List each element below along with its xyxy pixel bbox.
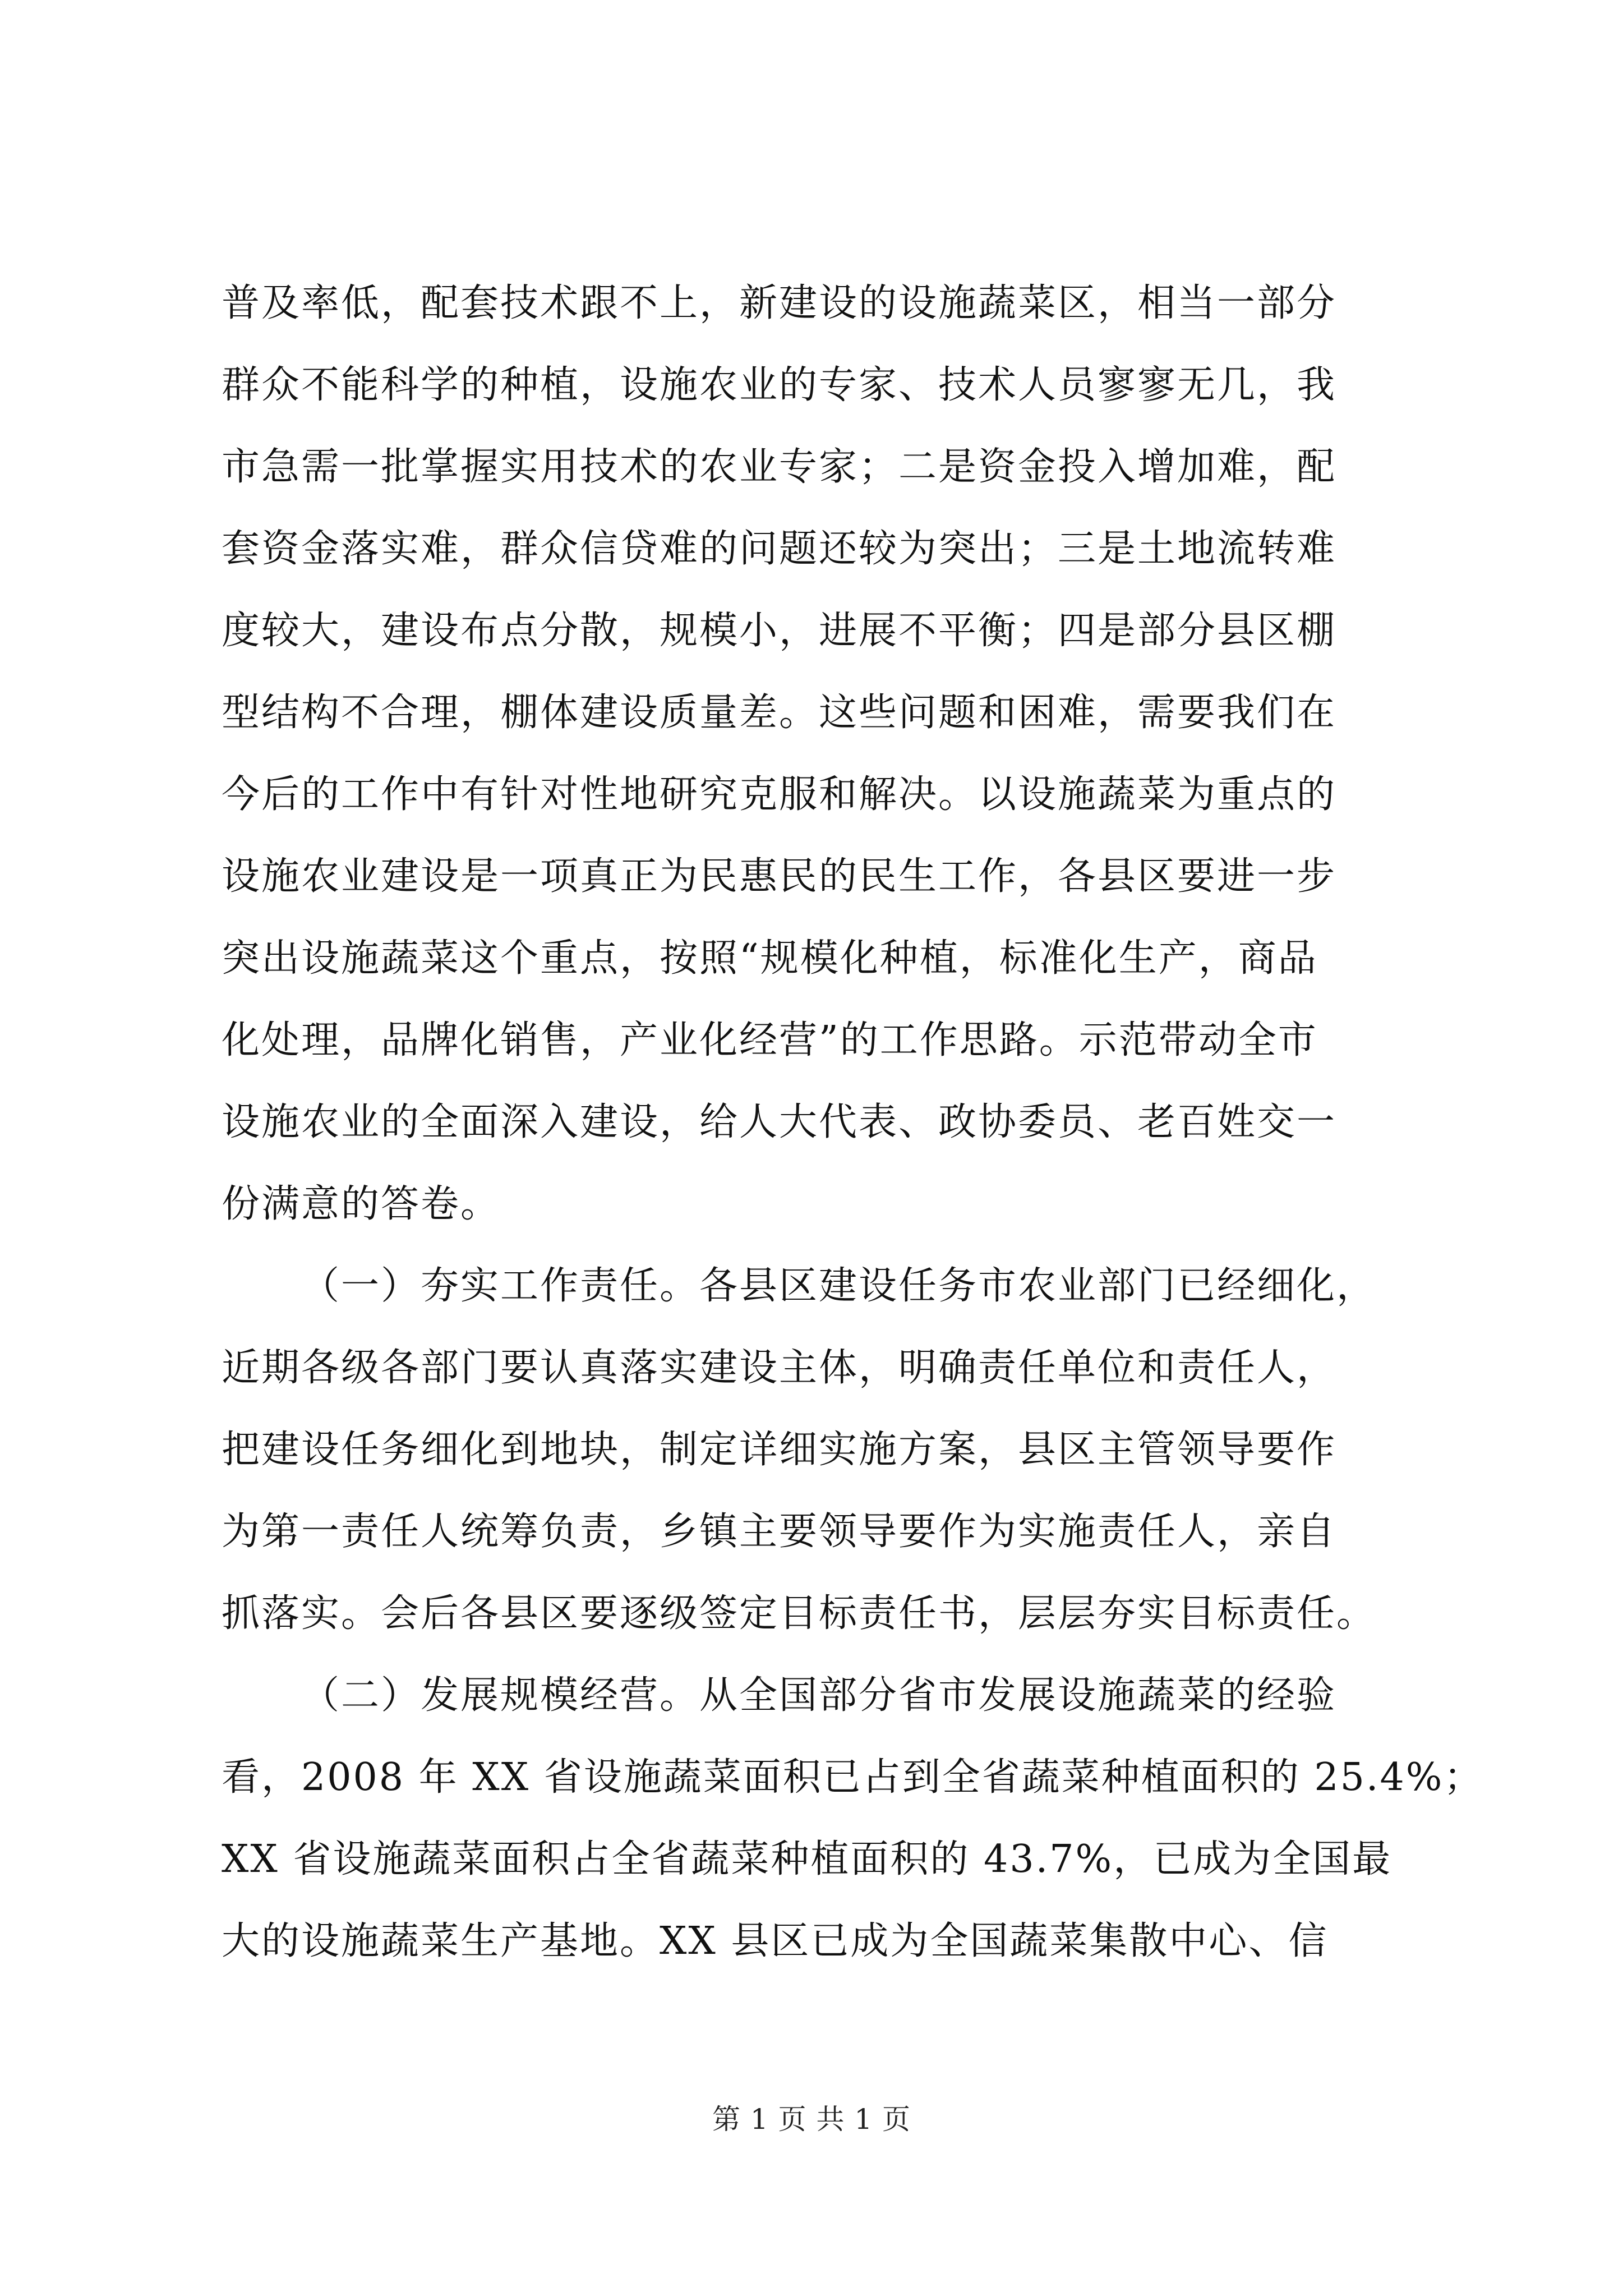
text-line: 大的设施蔬菜生产基地。XX 县区已成为全国蔬菜集散中心、信 [222,1919,1329,1963]
text-line: 型结构不合理，棚体建设质量差。这些问题和困难，需要我们在 [222,691,1337,735]
document-body [222,263,1484,1982]
text-line: 度较大，建设布点分散，规模小，进展不平衡；四是部分县区棚 [222,609,1337,653]
text-line: 今后的工作中有针对性地研究克服和解决。以设施蔬菜为重点的 [222,772,1337,817]
text-line: （一）夯实工作责任。各县区建设任务市农业部门已经细化， [301,1264,1377,1308]
paragraph [222,1245,1410,1655]
paragraph [222,1655,1484,1982]
text-line: 设施农业的全面深入建设，给人大代表、政协委员、老百姓交一 [222,1100,1337,1144]
text-line: 抓落实。会后各县区要逐级签定目标责任书，层层夯实目标责任。 [222,1591,1377,1636]
paragraph [222,263,1410,1245]
page-footer: 第 1 页 共 1 页 [712,2103,911,2136]
text-line: 为第一责任人统筹负责，乡镇主要领导要作为实施责任人，亲自 [222,1510,1337,1554]
text-line: XX 省设施蔬菜面积占全省蔬菜种植面积的 43.7%，已成为全国最 [222,1837,1393,1881]
text-line: 普及率低，配套技术跟不上，新建设的设施蔬菜区，相当一部分 [222,281,1337,325]
text-line: 份满意的答卷。 [222,1182,501,1226]
text-line: 看，2008 年 XX 省设施蔬菜面积已占到全省蔬菜种植面积的 25.4%； [222,1755,1484,1800]
text-line: 化处理，品牌化销售，产业化经营”的工作思路。示范带动全市 [222,1018,1318,1062]
text-line: 把建设任务细化到地块，制定详细实施方案，县区主管领导要作 [222,1428,1337,1472]
text-line: 套资金落实难，群众信贷难的问题还较为突出；三是土地流转难 [222,527,1337,571]
text-line: 突出设施蔬菜这个重点，按照“规模化种植，标准化生产，商品 [222,936,1318,981]
text-line: 市急需一批掌握实用技术的农业专家；二是资金投入增加难，配 [222,445,1337,489]
text-line: 设施农业建设是一项真正为民惠民的民生工作，各县区要进一步 [222,854,1337,899]
text-line: （二）发展规模经营。从全国部分省市发展设施蔬菜的经验 [301,1673,1337,1718]
text-line: 近期各级各部门要认真落实建设主体，明确责任单位和责任人， [222,1346,1337,1390]
text-line: 群众不能科学的种植，设施农业的专家、技术人员寥寥无几，我 [222,363,1337,407]
